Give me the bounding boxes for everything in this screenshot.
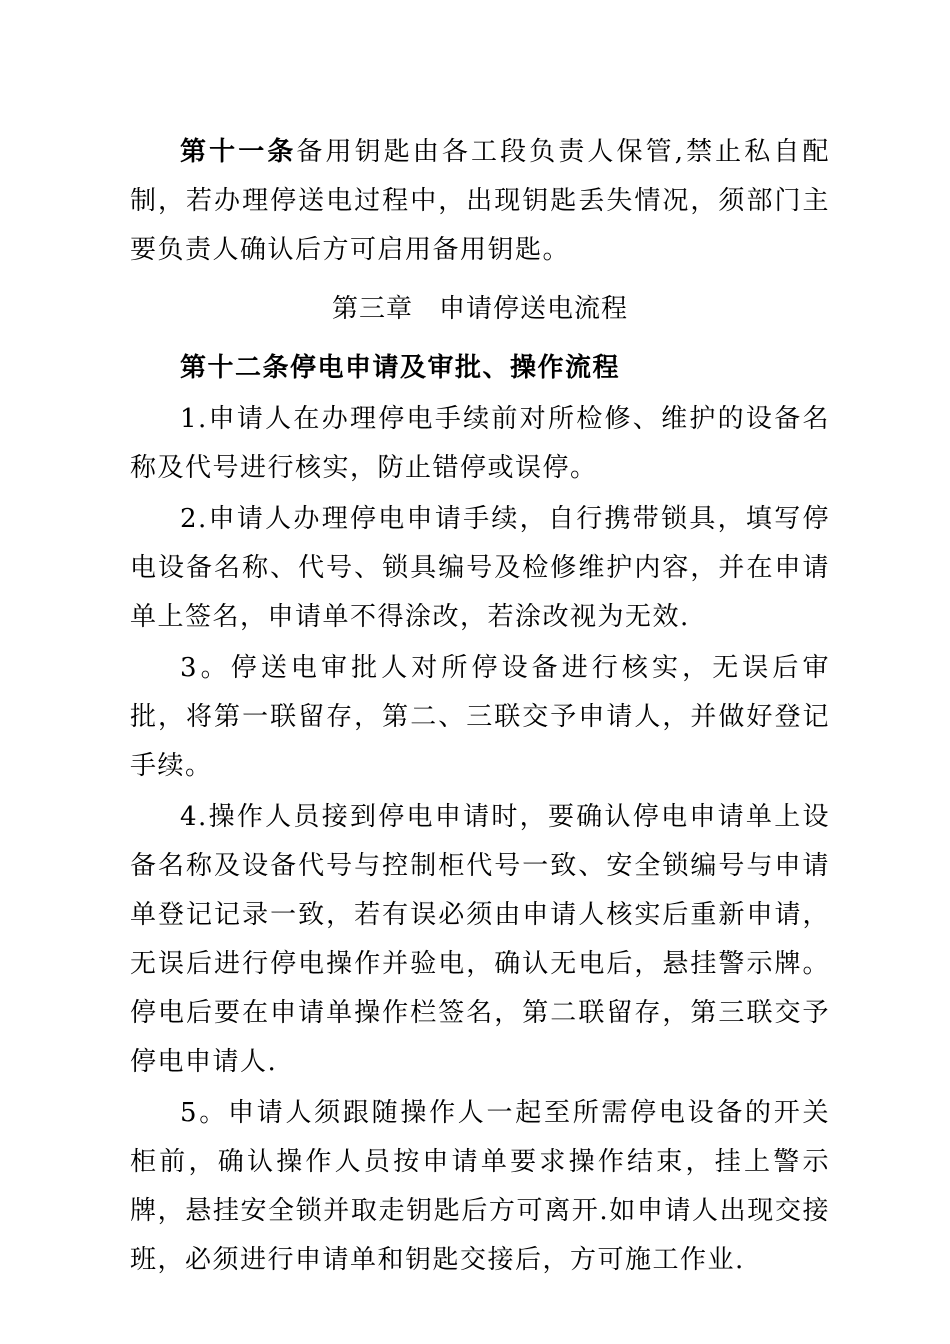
- article-12-item-4: 4.操作人员接到停电申请时，要确认停电申请单上设备名称及设备代号与控制柜代号一致、安全锁编号与申请单登记记录一致，若有误必须由申请人核实后重新申请，无误后进行停电操作并验电，确认无电后，悬挂警示牌。停电后要在申请单操作栏签名，第二联留存，第三联交予停电申请人.: [130, 802, 830, 1077]
- article-12-item-2: 2.申请人办理停电申请手续，自行携带锁具，填写停电设备名称、代号、锁具编号及检修维护内容，并在申请单上签名，申请单不得涂改，若涂改视为无效.: [130, 504, 830, 632]
- article-11-paragraph: [130, 128, 830, 275]
- article-12-heading: 第十二条停电申请及审批、操作流程: [180, 353, 621, 383]
- chapter-title: 申请停送电流程: [439, 294, 629, 324]
- article-12-item-3: 3。停送电审批人对所停设备进行核实，无误后审批，将第一联留存，第二、三联交予申请人，并做好登记手续。: [130, 653, 830, 781]
- article-11-lead: 第十一条: [180, 137, 297, 167]
- article-11-text: 备用钥匙由各工段负责人保管,禁止私自配制，若办理停送电过程中，出现钥匙丢失情况，须部门主要负责人确认后方可启用备用钥匙。: [130, 137, 830, 265]
- document-body: [130, 128, 830, 1287]
- chapter-heading: [130, 285, 830, 334]
- article-12-item-1: 1.申请人在办理停电手续前对所检修、维护的设备名称及代号进行核实，防止错停或误停。: [130, 404, 830, 483]
- chapter-number: 第三章: [331, 294, 413, 324]
- article-12-item-5: 5。申请人须跟随操作人一起至所需停电设备的开关柜前，确认操作人员按申请单要求操作结束，挂上警示牌，悬挂安全锁并取走钥匙后方可离开.如申请人出现交接班，必须进行申请单和钥匙交接后，方可施工作业.: [130, 1098, 830, 1275]
